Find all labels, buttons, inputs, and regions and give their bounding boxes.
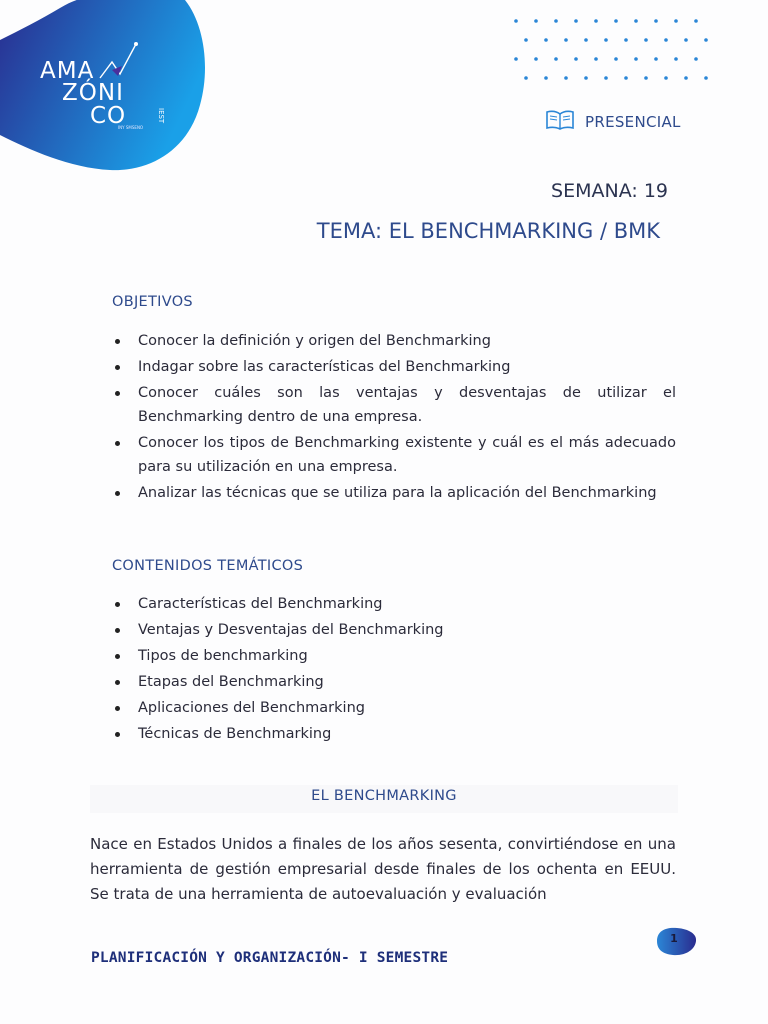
section-title: EL BENCHMARKING xyxy=(311,788,457,804)
page-number: 1 xyxy=(670,932,678,945)
list-item: Tipos de benchmarking xyxy=(112,644,676,668)
decorative-dots xyxy=(512,18,727,83)
logo-text-line-2: ZÓNI xyxy=(62,80,124,106)
list-item: Indagar sobre las características del Benchmarking xyxy=(112,355,676,379)
list-item: Conocer los tipos de Benchmarking existente y cuál es el más adecuado para su utilización en una empresa. xyxy=(112,431,676,479)
objectives-title: OBJETIVOS xyxy=(112,294,193,310)
list-item: Analizar las técnicas que se utiliza para la aplicación del Benchmarking xyxy=(112,481,676,505)
logo-text-line-1: AMA xyxy=(40,58,95,84)
mode-indicator xyxy=(545,110,681,134)
list-item: Características del Benchmarking xyxy=(112,592,676,616)
objectives-list xyxy=(112,329,676,507)
week-label: SEMANA: 19 xyxy=(551,180,668,202)
logo-subtitle: INY SMSENO xyxy=(118,125,144,130)
section-paragraph: Nace en Estados Unidos a finales de los años sesenta, convirtiéndose en una herramienta de gestión empresarial desde finales de los ochenta en EEUU. Se trata de una herramienta de autoevaluación y evaluación xyxy=(90,835,676,903)
contents-title: CONTENIDOS TEMÁTICOS xyxy=(112,558,304,574)
list-item: Ventajas y Desventajas del Benchmarking xyxy=(112,618,676,642)
list-item: Conocer la definición y origen del Benchmarking xyxy=(112,329,676,353)
open-book-icon xyxy=(545,110,575,134)
list-item: Conocer cuáles son las ventajas y desventajas de utilizar el Benchmarking dentro de una empresa. xyxy=(112,381,676,429)
topic-title: TEMA: EL BENCHMARKING / BMK xyxy=(316,219,660,243)
footer-course-title: PLANIFICACIÓN Y ORGANIZACIÓN- I SEMESTRE xyxy=(91,950,449,966)
list-item: Aplicaciones del Benchmarking xyxy=(112,696,676,720)
list-item: Técnicas de Benchmarking xyxy=(112,722,676,746)
logo-badge: IEST xyxy=(157,108,165,124)
list-item: Etapas del Benchmarking xyxy=(112,670,676,694)
mode-label: PRESENCIAL xyxy=(585,113,681,131)
logo-text-line-3: CO xyxy=(90,103,127,129)
contents-list xyxy=(112,592,676,748)
